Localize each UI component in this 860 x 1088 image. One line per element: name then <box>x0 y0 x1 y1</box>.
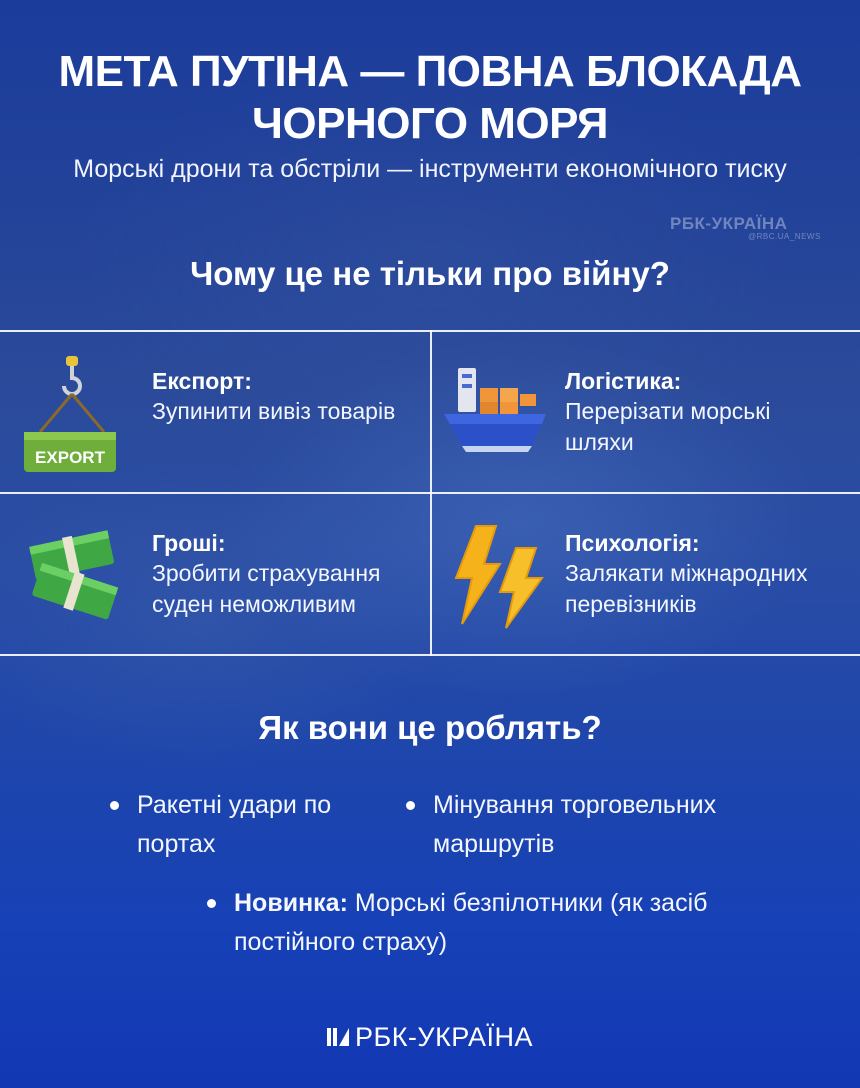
why-heading: Чому це не тільки про війну? <box>190 255 670 292</box>
why-item-export <box>0 332 430 492</box>
export-crate-icon <box>18 354 128 474</box>
why-item-money <box>0 494 430 654</box>
list-item-text <box>234 884 727 962</box>
title-line-2: ЧОРНОГО МОРЯ <box>251 99 609 148</box>
bullet-dot-icon <box>207 899 216 908</box>
bullet-dot-icon <box>406 801 415 810</box>
list-item-text: Мінування торговельних маршрутів <box>433 791 717 858</box>
why-item-desc: Зробити страхування суден неможливим <box>152 560 381 617</box>
page-title <box>0 46 860 150</box>
brand-logo <box>0 1022 860 1053</box>
list-item-rest: Морські безпілотники (як засіб постійного страху) <box>234 889 708 956</box>
list-item <box>406 786 806 864</box>
list-item-text: Ракетні удари по портах <box>137 791 332 858</box>
why-item-label: Експорт: <box>152 368 252 394</box>
list-item <box>207 884 727 962</box>
export-crate-label: EXPORT <box>35 448 105 467</box>
why-item-label: Гроші: <box>152 530 226 556</box>
rbc-logo-icon <box>327 1026 349 1048</box>
list-item-highlight: Новинка: <box>234 889 348 917</box>
watermark-handle: @RBC.UA_NEWS <box>748 232 821 241</box>
watermark <box>670 214 840 241</box>
why-item-desc: Перерізати морські шляхи <box>565 398 771 455</box>
why-item-desc: Залякати міжнародних перевізників <box>565 560 808 617</box>
watermark-text: РБК-УКРАЇНА <box>670 214 788 233</box>
why-item-logistics <box>432 332 860 492</box>
cargo-ship-icon <box>440 354 550 474</box>
lightning-icon <box>444 516 554 636</box>
brand-logo-text: РБК-УКРАЇНА <box>354 1022 534 1052</box>
how-heading: Як вони це роблять? <box>258 709 602 746</box>
money-stack-icon <box>18 516 128 636</box>
title-line-1: МЕТА ПУТІНА — ПОВНА БЛОКАДА <box>58 47 802 96</box>
why-item-label: Психологія: <box>565 530 700 556</box>
subtitle: Морські дрони та обстріли — інструменти економічного тиску <box>73 155 787 183</box>
why-item-label: Логістика: <box>565 368 682 394</box>
why-item-desc: Зупинити вивіз товарів <box>152 398 396 424</box>
bullet-dot-icon <box>110 801 119 810</box>
why-item-psychology <box>432 494 860 654</box>
list-item <box>110 786 390 864</box>
